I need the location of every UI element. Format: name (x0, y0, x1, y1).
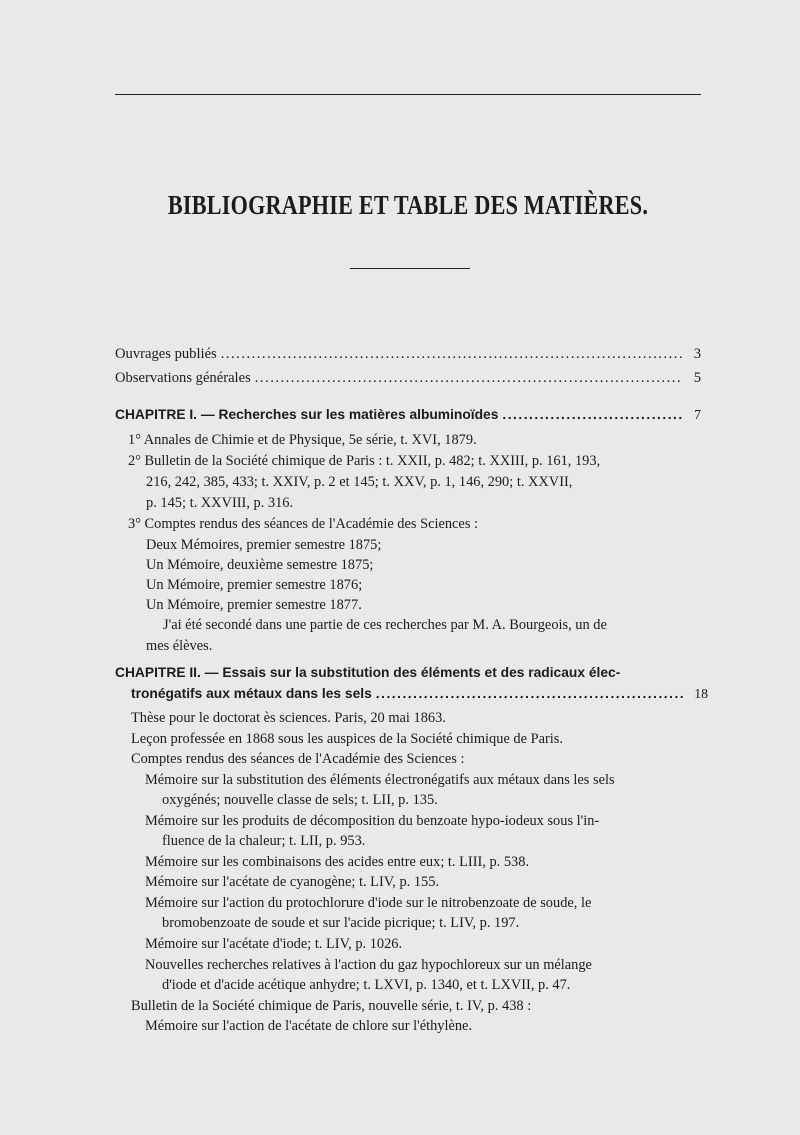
ch2-line: oxygénés; nouvelle classe de sels; t. LII, p. 135. (162, 792, 438, 808)
ch2-line: Comptes rendus des séances de l'Académie des Sciences : (131, 751, 465, 767)
ch2-line: Thèse pour le doctorat ès sciences. Paris, 20 mai 1863. (131, 710, 446, 726)
chapter-2-title: tronégatifs aux métaux dans les sels (131, 686, 372, 701)
ch2-line: Mémoire sur l'acétate d'iode; t. LIV, p. 1026. (145, 936, 403, 952)
ch2-line: Mémoire sur l'action du protochlorure d'iode sur le nitrobenzoate de soude, le (145, 895, 592, 911)
ch1-line: J'ai été secondé dans une partie de ces recherches par M. A. Bourgeois, un de (163, 617, 607, 633)
ch2-line: Bulletin de la Société chimique de Paris, nouvelle série, t. IV, p. 438 : (131, 998, 532, 1014)
ch2-line: fluence de la chaleur; t. LII, p. 953. (162, 833, 366, 849)
ch2-line: Mémoire sur la substitution des éléments électronégatifs aux métaux dans les sels (145, 772, 615, 788)
chapter-2-heading-line1: CHAPITRE II. — Essais sur la substitution des éléments et des radicaux élec- (115, 665, 621, 680)
ch2-line: Mémoire sur l'action de l'acétate de chlore sur l'éthylène. (145, 1018, 473, 1034)
ch2-line: Mémoire sur les produits de décomposition du benzoate hypo-iodeux sous l'in- (145, 813, 600, 829)
chapter-1-title: CHAPITRE I. — Recherches sur les matières albuminoïdes (115, 407, 499, 422)
toc-label: Observations générales (115, 370, 251, 386)
ch2-line: Mémoire sur les combinaisons des acides entre eux; t. LIII, p. 538. (145, 854, 530, 870)
chapter-2-heading (131, 684, 708, 704)
ch2-line: bromobenzoate de soude et sur l'acide picrique; t. LIV, p. 197. (162, 915, 520, 931)
ch1-line: p. 145; t. XXVIII, p. 316. (146, 495, 294, 511)
toc-label: Ouvrages publiés (115, 346, 217, 362)
title-rule (350, 268, 470, 269)
ch2-line: Leçon professée en 1868 sous les auspices de la Société chimique de Paris. (131, 731, 563, 747)
ch1-line: Un Mémoire, premier semestre 1877. (146, 597, 362, 613)
ch1-line: 216, 242, 385, 433; t. XXIV, p. 2 et 145; t. XXV, p. 1, 146, 290; t. XXVII, (146, 474, 573, 490)
ch1-line: Un Mémoire, deuxième semestre 1875; (146, 557, 374, 573)
leader-dots (502, 405, 683, 425)
toc-page: 5 (693, 370, 701, 386)
ch2-line: d'iode et d'acide acétique anhydre; t. LXVI, p. 1340, et t. LXVII, p. 47. (162, 977, 571, 993)
chapter-1-heading (115, 405, 701, 425)
leader-dots (376, 684, 684, 704)
page-title: BIBLIOGRAPHIE ET TABLE DES MATIÈRES. (167, 190, 649, 220)
ch1-line: 1° Annales de Chimie et de Physique, 5e série, t. XVI, 1879. (128, 432, 477, 448)
leader-dots (255, 368, 683, 388)
ch2-line: Nouvelles recherches relatives à l'action du gaz hypochloreux sur un mélange (145, 957, 592, 973)
toc-page: 3 (693, 346, 701, 362)
chapter-2-page: 18 (694, 686, 708, 701)
ch1-line: mes élèves. (146, 638, 213, 654)
toc-entry (115, 368, 701, 388)
ch1-line: 2° Bulletin de la Société chimique de Paris : t. XXII, p. 482; t. XXIII, p. 161, 193, (128, 453, 601, 469)
ch1-line: 3° Comptes rendus des séances de l'Académie des Sciences : (128, 516, 479, 532)
ch1-line: Un Mémoire, premier semestre 1876; (146, 577, 363, 593)
ch1-line: Deux Mémoires, premier semestre 1875; (146, 537, 382, 553)
toc-entry (115, 344, 701, 364)
leader-dots (221, 344, 683, 364)
chapter-1-page: 7 (694, 407, 701, 422)
ch2-line: Mémoire sur l'acétate de cyanogène; t. LIV, p. 155. (145, 874, 440, 890)
top-rule (115, 94, 701, 95)
